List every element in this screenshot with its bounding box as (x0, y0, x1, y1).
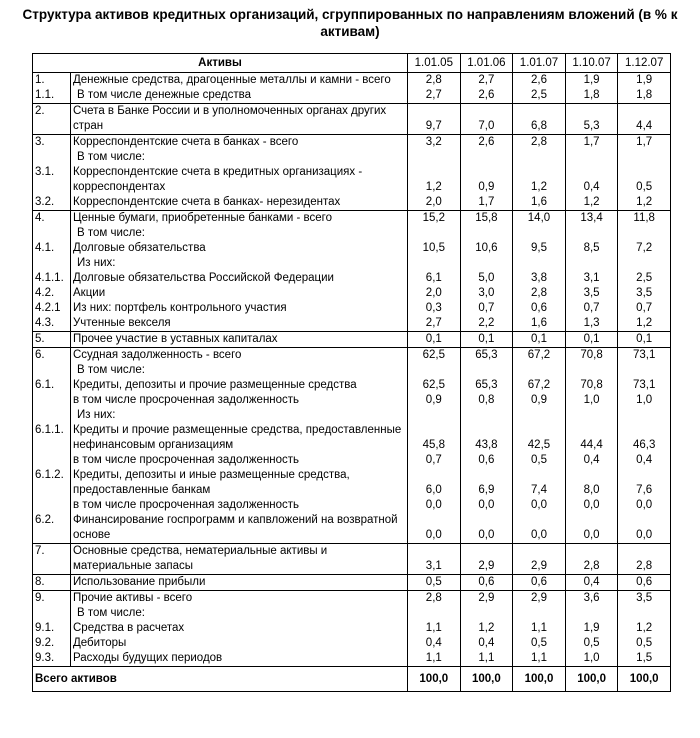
row-value: 1,2 (408, 165, 461, 195)
row-value: 0,1 (618, 332, 671, 348)
row-value: 0,0 (408, 498, 461, 513)
row-value (513, 363, 566, 378)
row-value: 2,2 (460, 316, 513, 332)
total-value: 100,0 (513, 667, 566, 692)
row-value: 3,5 (565, 286, 618, 301)
table-row (33, 408, 671, 423)
row-value: 1,0 (618, 393, 671, 408)
row-value: 0,5 (513, 636, 566, 651)
table-row (33, 453, 671, 468)
table-row (33, 286, 671, 301)
row-value (565, 408, 618, 423)
row-value: 0,9 (408, 393, 461, 408)
row-value: 5,0 (460, 271, 513, 286)
row-value (565, 363, 618, 378)
row-number: 4.1. (33, 241, 71, 256)
row-value: 3,5 (618, 286, 671, 301)
row-value (513, 408, 566, 423)
table-row (33, 104, 671, 135)
row-value: 0,1 (565, 332, 618, 348)
row-value: 7,4 (513, 468, 566, 498)
row-value (408, 363, 461, 378)
row-value: 0,0 (565, 513, 618, 544)
assets-structure-table (32, 53, 671, 692)
row-value: 0,5 (565, 636, 618, 651)
table-row (33, 165, 671, 195)
table-row (33, 651, 671, 667)
row-value: 2,7 (408, 88, 461, 104)
row-value: 0,5 (618, 636, 671, 651)
row-value: 15,8 (460, 211, 513, 227)
row-value: 1,9 (565, 621, 618, 636)
row-value: 1,2 (565, 195, 618, 211)
row-value: 0,7 (565, 301, 618, 316)
row-value (460, 408, 513, 423)
row-number: 1. (33, 73, 71, 89)
row-value: 3,0 (460, 286, 513, 301)
column-header-date: 1.01.05 (408, 54, 461, 73)
row-value: 1,2 (618, 195, 671, 211)
row-value: 1,1 (408, 621, 461, 636)
row-label: Акции (73, 287, 106, 299)
row-value: 0,6 (513, 575, 566, 591)
row-value: 10,6 (460, 241, 513, 256)
table-row (33, 363, 671, 378)
row-value: 0,0 (565, 498, 618, 513)
row-label: В том числе: (77, 607, 145, 619)
row-number: 4.2. (33, 286, 71, 301)
row-value: 0,3 (408, 301, 461, 316)
row-number (33, 453, 71, 468)
row-number: 3.1. (33, 165, 71, 195)
row-value (565, 256, 618, 271)
total-value: 100,0 (565, 667, 618, 692)
row-value: 1,1 (513, 621, 566, 636)
row-value: 3,6 (565, 591, 618, 607)
row-value: 67,2 (513, 348, 566, 364)
row-number: 9.1. (33, 621, 71, 636)
row-label: Прочие активы - всего (71, 591, 408, 607)
row-value: 0,4 (565, 575, 618, 591)
row-value: 1,1 (408, 651, 461, 667)
row-label: Ссудная задолженность - всего (71, 348, 408, 364)
column-header-date: 1.01.06 (460, 54, 513, 73)
row-value: 1,6 (513, 316, 566, 332)
row-value (513, 150, 566, 165)
table-body (33, 73, 671, 667)
row-value: 1,2 (618, 621, 671, 636)
row-label: В том числе: (77, 227, 145, 239)
row-label: Использование прибыли (71, 575, 408, 591)
row-value: 1,6 (513, 195, 566, 211)
column-header-assets: Активы (33, 54, 408, 73)
row-value: 1,7 (460, 195, 513, 211)
row-value (618, 363, 671, 378)
row-value: 0,5 (513, 453, 566, 468)
table-row (33, 271, 671, 286)
row-number: 6.1.1. (33, 423, 71, 453)
table-row (33, 378, 671, 393)
row-value: 11,8 (618, 211, 671, 227)
table-row (33, 88, 671, 104)
row-value: 0,0 (460, 513, 513, 544)
row-value: 70,8 (565, 378, 618, 393)
row-value: 2,8 (408, 591, 461, 607)
row-value: 1,2 (513, 165, 566, 195)
column-header-date: 1.12.07 (618, 54, 671, 73)
row-value: 6,9 (460, 468, 513, 498)
row-value: 2,7 (408, 316, 461, 332)
row-label: Из них: (77, 409, 116, 421)
row-value: 2,7 (460, 73, 513, 89)
row-value: 62,5 (408, 378, 461, 393)
row-value: 67,2 (513, 378, 566, 393)
table-row (33, 195, 671, 211)
total-row (33, 667, 671, 692)
row-label: Учтенные векселя (73, 317, 171, 329)
row-label: Долговые обязательства Российской Федерации (73, 272, 334, 284)
total-label: Всего активов (33, 667, 408, 692)
row-value (618, 226, 671, 241)
row-value: 3,1 (408, 544, 461, 575)
row-value: 1,5 (618, 651, 671, 667)
row-value: 3,1 (565, 271, 618, 286)
row-value: 65,3 (460, 378, 513, 393)
row-number: 4.3. (33, 316, 71, 332)
row-number: 2. (33, 104, 71, 135)
row-value: 1,8 (565, 88, 618, 104)
row-value: 9,7 (408, 104, 461, 135)
row-value (513, 226, 566, 241)
row-value: 0,0 (618, 513, 671, 544)
row-value: 0,6 (618, 575, 671, 591)
row-label: Дебиторы (73, 637, 127, 649)
row-value: 0,5 (408, 575, 461, 591)
row-value: 1,7 (565, 135, 618, 151)
row-label: Кредиты, депозиты и иные размещенные средства, предоставленные банкам (73, 469, 350, 496)
row-value: 3,2 (408, 135, 461, 151)
row-value: 4,4 (618, 104, 671, 135)
row-number: 4.1.1. (33, 271, 71, 286)
total-value: 100,0 (618, 667, 671, 692)
total-value: 100,0 (460, 667, 513, 692)
table-row (33, 226, 671, 241)
row-value: 0,4 (460, 636, 513, 651)
row-value: 2,8 (408, 73, 461, 89)
row-value: 42,5 (513, 423, 566, 453)
row-value: 5,3 (565, 104, 618, 135)
row-number: 9. (33, 591, 71, 607)
row-label: Финансирование госпрограмм и капвложений на возвратной основе (73, 514, 398, 541)
table-row (33, 591, 671, 607)
row-number (33, 498, 71, 513)
row-number (33, 226, 71, 241)
row-value: 8,0 (565, 468, 618, 498)
row-label: Из них: (77, 257, 116, 269)
row-value: 7,2 (618, 241, 671, 256)
row-value: 9,5 (513, 241, 566, 256)
row-label: В том числе: (77, 151, 145, 163)
row-value: 0,7 (618, 301, 671, 316)
row-value: 0,4 (408, 636, 461, 651)
table-row (33, 513, 671, 544)
row-value: 65,3 (460, 348, 513, 364)
row-label: Ценные бумаги, приобретенные банками - всего (71, 211, 408, 227)
row-value: 6,1 (408, 271, 461, 286)
row-value: 0,4 (565, 453, 618, 468)
row-number: 6.1.2. (33, 468, 71, 498)
row-value: 7,6 (618, 468, 671, 498)
row-number: 1.1. (33, 88, 71, 104)
row-value: 2,6 (513, 73, 566, 89)
row-value: 6,8 (513, 104, 566, 135)
row-number: 4.2.1 (33, 301, 71, 316)
row-value (460, 256, 513, 271)
table-header-row (33, 54, 671, 73)
row-label: в том числе просроченная задолженность (73, 499, 300, 511)
row-value: 15,2 (408, 211, 461, 227)
row-value (565, 150, 618, 165)
row-value: 45,8 (408, 423, 461, 453)
row-number (33, 408, 71, 423)
row-value: 0,0 (408, 513, 461, 544)
row-value: 0,7 (408, 453, 461, 468)
row-value: 8,5 (565, 241, 618, 256)
row-value: 73,1 (618, 378, 671, 393)
row-value: 1,9 (618, 73, 671, 89)
row-value: 0,0 (513, 513, 566, 544)
row-value: 2,6 (460, 88, 513, 104)
row-label: Кредиты и прочие размещенные средства, предоставленные нефинансовым организациям (73, 424, 402, 451)
row-value (460, 226, 513, 241)
row-label: в том числе просроченная задолженность (73, 454, 300, 466)
row-value: 2,0 (408, 286, 461, 301)
table-row (33, 423, 671, 453)
row-number (33, 606, 71, 621)
row-number: 7. (33, 544, 71, 575)
row-value: 0,4 (565, 165, 618, 195)
row-value (408, 408, 461, 423)
row-value (565, 226, 618, 241)
row-value (618, 256, 671, 271)
table-row (33, 498, 671, 513)
table-row (33, 241, 671, 256)
row-value: 0,0 (513, 498, 566, 513)
row-label: В том числе: (77, 364, 145, 376)
row-value (460, 150, 513, 165)
row-number: 3.2. (33, 195, 71, 211)
table-row (33, 621, 671, 636)
row-label: Прочее участие в уставных капиталах (71, 332, 408, 348)
row-value: 46,3 (618, 423, 671, 453)
row-value (513, 606, 566, 621)
table-row (33, 73, 671, 89)
row-value: 73,1 (618, 348, 671, 364)
table-row (33, 636, 671, 651)
table-row (33, 348, 671, 364)
row-number: 9.3. (33, 651, 71, 667)
row-value: 7,0 (460, 104, 513, 135)
column-header-date: 1.10.07 (565, 54, 618, 73)
row-value: 2,8 (513, 286, 566, 301)
row-value: 10,5 (408, 241, 461, 256)
row-label: В том числе денежные средства (77, 89, 251, 101)
row-value: 14,0 (513, 211, 566, 227)
row-value: 2,8 (565, 544, 618, 575)
row-value: 2,6 (460, 135, 513, 151)
row-value: 2,9 (460, 544, 513, 575)
row-value (460, 606, 513, 621)
row-value: 3,8 (513, 271, 566, 286)
row-value: 1,2 (460, 621, 513, 636)
row-value: 43,8 (460, 423, 513, 453)
table-row (33, 393, 671, 408)
row-value: 2,8 (618, 544, 671, 575)
row-number: 5. (33, 332, 71, 348)
row-value: 0,8 (460, 393, 513, 408)
row-number (33, 363, 71, 378)
row-value (408, 150, 461, 165)
row-value (408, 226, 461, 241)
row-value: 0,1 (408, 332, 461, 348)
row-value: 2,5 (618, 271, 671, 286)
row-number: 6. (33, 348, 71, 364)
row-value: 1,1 (513, 651, 566, 667)
row-label: Средства в расчетах (73, 622, 185, 634)
row-label: Корреспондентские счета в банках- нерезидентах (73, 196, 341, 208)
row-value (408, 256, 461, 271)
row-value: 2,8 (513, 135, 566, 151)
row-value: 1,8 (618, 88, 671, 104)
row-number: 6.2. (33, 513, 71, 544)
row-number: 8. (33, 575, 71, 591)
row-value: 0,1 (460, 332, 513, 348)
row-value: 2,0 (408, 195, 461, 211)
table-row (33, 150, 671, 165)
row-value: 0,9 (460, 165, 513, 195)
row-value: 0,1 (513, 332, 566, 348)
table-row (33, 256, 671, 271)
row-value: 1,2 (618, 316, 671, 332)
row-number: 6.1. (33, 378, 71, 393)
row-value: 2,9 (513, 591, 566, 607)
column-header-date: 1.01.07 (513, 54, 566, 73)
row-number: 9.2. (33, 636, 71, 651)
row-value (408, 606, 461, 621)
table-row (33, 544, 671, 575)
total-value: 100,0 (408, 667, 461, 692)
row-value (618, 150, 671, 165)
row-value: 1,3 (565, 316, 618, 332)
row-value: 62,5 (408, 348, 461, 364)
row-value: 70,8 (565, 348, 618, 364)
row-value: 0,0 (618, 498, 671, 513)
row-number: 3. (33, 135, 71, 151)
row-value: 0,4 (618, 453, 671, 468)
row-label: Долговые обязательства (73, 242, 206, 254)
row-value: 44,4 (565, 423, 618, 453)
row-value: 1,9 (565, 73, 618, 89)
row-value: 0,6 (460, 453, 513, 468)
row-value: 0,7 (460, 301, 513, 316)
row-value: 1,0 (565, 393, 618, 408)
row-value (618, 606, 671, 621)
row-label: в том числе просроченная задолженность (73, 394, 300, 406)
row-value (460, 363, 513, 378)
row-value: 0,0 (460, 498, 513, 513)
row-value: 3,5 (618, 591, 671, 607)
row-value: 2,9 (513, 544, 566, 575)
table-row (33, 316, 671, 332)
row-value: 1,7 (618, 135, 671, 151)
row-number (33, 393, 71, 408)
table-row (33, 332, 671, 348)
table-row (33, 301, 671, 316)
table-row (33, 135, 671, 151)
row-value (618, 408, 671, 423)
table-row (33, 211, 671, 227)
row-label: Кредиты, депозиты и прочие размещенные средства (73, 379, 357, 391)
row-number (33, 150, 71, 165)
row-value: 1,0 (565, 651, 618, 667)
row-label: Корреспондентские счета в банках - всего (71, 135, 408, 151)
table-row (33, 606, 671, 621)
page-title: Структура активов кредитных организаций, сгруппированных по направлениям вложений (в % к активам) (22, 7, 678, 39)
table-row (33, 468, 671, 498)
row-value: 1,1 (460, 651, 513, 667)
row-value (565, 606, 618, 621)
row-value: 2,9 (460, 591, 513, 607)
row-number: 4. (33, 211, 71, 227)
row-value: 0,6 (460, 575, 513, 591)
row-label: Расходы будущих периодов (73, 652, 223, 664)
row-value: 2,5 (513, 88, 566, 104)
row-value: 0,6 (513, 301, 566, 316)
table-row (33, 575, 671, 591)
row-value (513, 256, 566, 271)
row-label: Корреспондентские счета в кредитных организациях - корреспондентах (73, 166, 363, 193)
row-label: Денежные средства, драгоценные металлы и камни - всего (71, 73, 408, 89)
row-value: 6,0 (408, 468, 461, 498)
row-value: 13,4 (565, 211, 618, 227)
row-label: Счета в Банке России и в уполномоченных органах других стран (71, 104, 408, 135)
row-value: 0,5 (618, 165, 671, 195)
row-label: Из них: портфель контрольного участия (73, 302, 287, 314)
row-value: 0,9 (513, 393, 566, 408)
row-number (33, 256, 71, 271)
row-label: Основные средства, нематериальные активы и материальные запасы (71, 544, 408, 575)
